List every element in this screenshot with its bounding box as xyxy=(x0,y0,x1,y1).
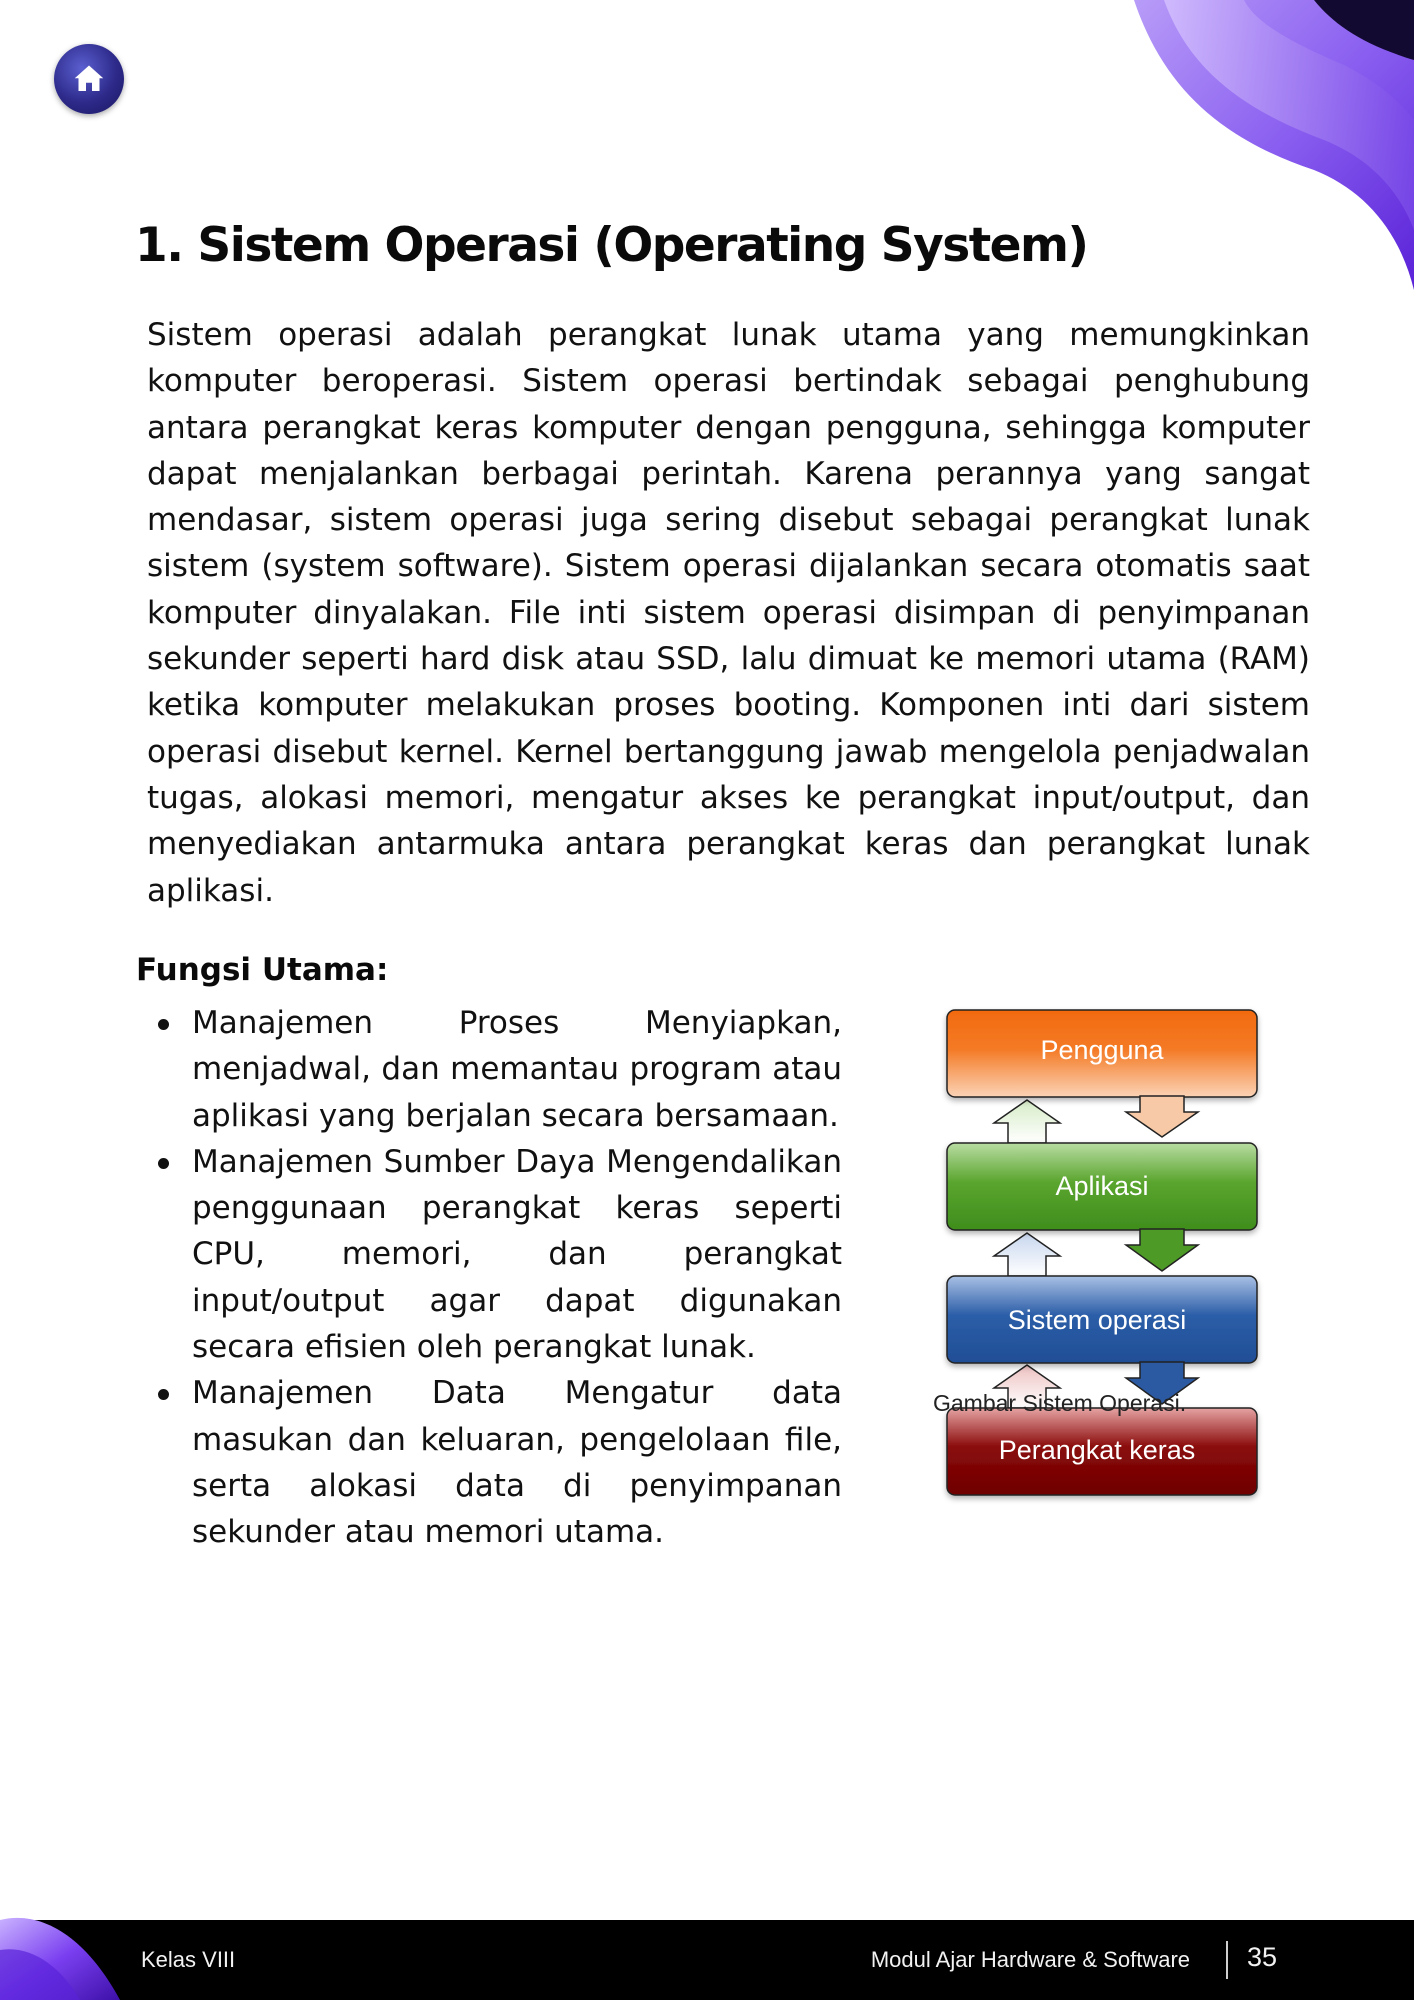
functions-heading: Fungsi Utama: xyxy=(136,952,389,988)
os-layer-diagram xyxy=(930,1000,1270,1510)
page-footer xyxy=(0,1920,1414,2000)
function-list xyxy=(192,1000,842,1556)
os-layer-diagram-graphic xyxy=(930,1000,1270,1510)
layer-label-user: Pengguna xyxy=(1040,1035,1164,1065)
home-button[interactable] xyxy=(54,44,124,114)
footer-module-title: Modul Ajar Hardware & Software xyxy=(870,1947,1190,1972)
list-item-text: Manajemen Proses Menyiapkan, menjadwal, dan memantau program atau aplikasi yang berjalan secara bersamaan. xyxy=(192,1005,842,1134)
page-title: 1. Sistem Operasi (Operating System) xyxy=(135,218,1088,273)
intro-paragraph: Sistem operasi adalah perangkat lunak utama yang memungkinkan komputer beroperasi. Sistem operasi bertindak sebagai penghubung antara perangkat keras komputer dengan pengguna, sehingga komputer dapat menjalankan berbagai perintah. Karena perannya yang sangat mendasar, sistem operasi juga sering disebut sebagai perangkat lunak sistem (system software). Sistem operasi dijalankan secara otomatis saat komputer dinyalakan. File inti sistem operasi disimpan di penyimpanan sekunder seperti hard disk atau SSD, lalu dimuat ke memori utama (RAM) ketika komputer melakukan proses booting. Komponen inti dari sistem operasi disebut kernel. Kernel bertanggung jawab mengelola penjadwalan tugas, alokasi memori, mengatur akses ke perangkat input/output, dan menyediakan antarmuka antara perangkat keras dan perangkat lunak aplikasi. xyxy=(147,317,1310,909)
arrow-up-icon xyxy=(994,1233,1060,1276)
bullet-icon xyxy=(158,1389,169,1400)
list-item-text: Manajemen Sumber Daya Mengendalikan penggunaan perangkat keras seperti CPU, memori, dan perangkat input/output agar dapat digunakan secara efisien oleh perangkat lunak. xyxy=(192,1143,842,1366)
arrow-up-icon xyxy=(994,1100,1060,1143)
list-item-text: Manajemen Data Mengatur data masukan dan keluaran, pengelolaan file, serta alokasi data di penyimpanan sekunder atau memori utama. xyxy=(192,1375,842,1551)
list-item-process-management xyxy=(192,1000,842,1139)
bullet-icon xyxy=(158,1158,169,1169)
figure-caption: Gambar Sistem Operasi. xyxy=(933,1390,1187,1416)
list-item-data-management xyxy=(192,1370,842,1555)
bullet-icon xyxy=(158,1019,169,1030)
layer-label-os: Sistem operasi xyxy=(1007,1305,1187,1335)
layer-label-hardware: Perangkat keras xyxy=(998,1435,1196,1465)
home-icon xyxy=(71,61,107,97)
page-number: 35 xyxy=(1247,1942,1278,1972)
arrow-down-icon xyxy=(1126,1229,1198,1271)
footer-divider xyxy=(1226,1941,1228,1979)
list-item-resource-management xyxy=(192,1139,842,1370)
footer-class-label: Kelas VIII xyxy=(141,1947,236,1972)
layer-label-application: Aplikasi xyxy=(1055,1171,1149,1201)
footer-swoosh-decoration xyxy=(0,1880,130,2000)
arrow-down-icon xyxy=(1126,1096,1198,1137)
